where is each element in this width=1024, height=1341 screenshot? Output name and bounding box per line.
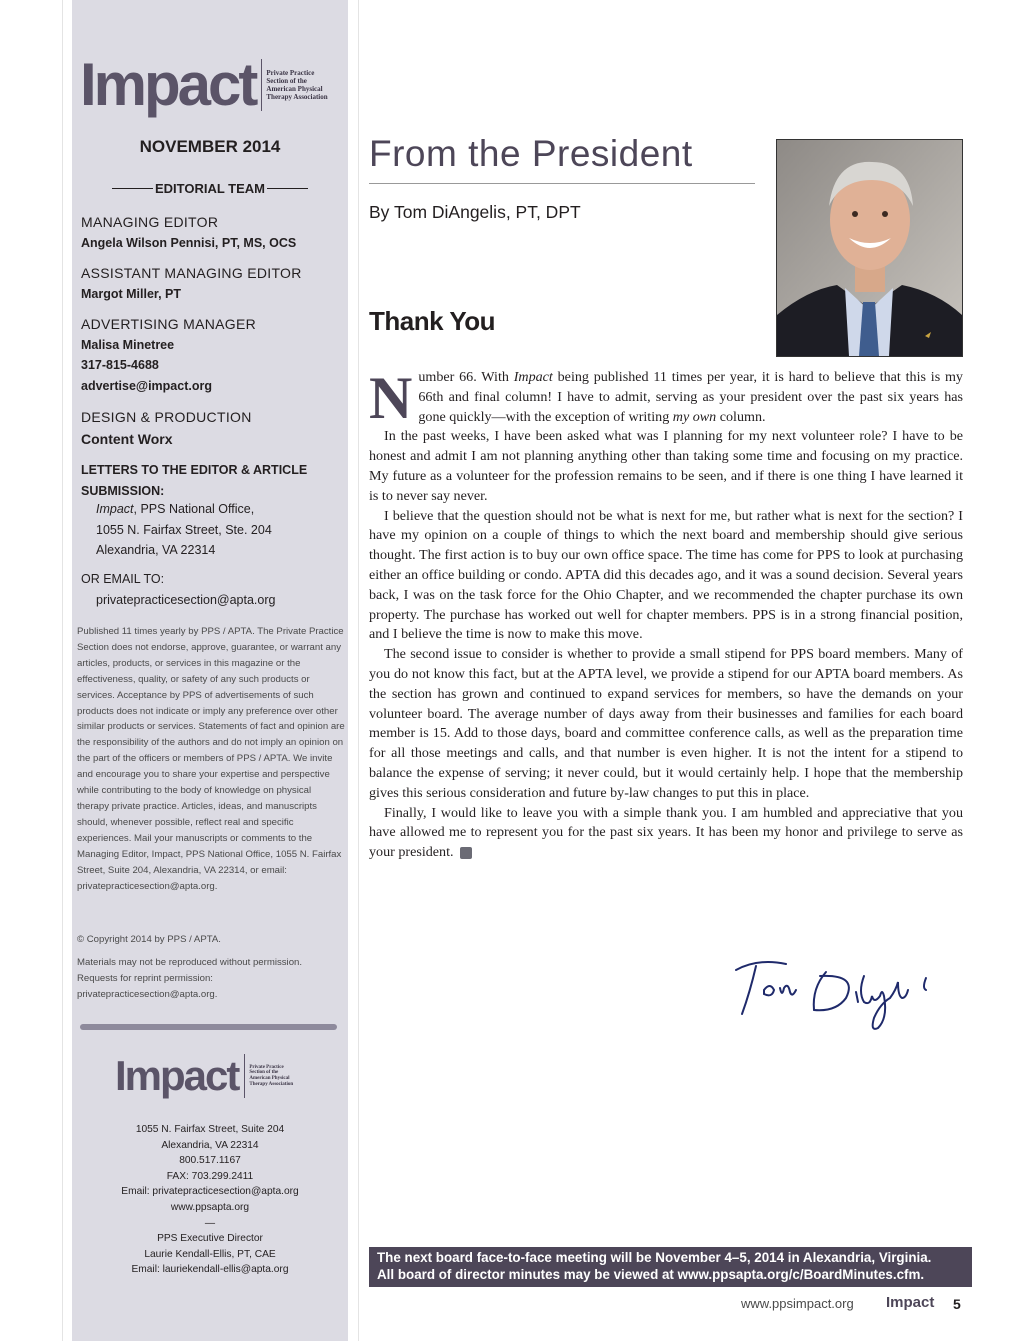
- advertising-manager-name: Malisa Minetree: [81, 338, 175, 352]
- impact-logo: [80, 52, 332, 118]
- footer-website[interactable]: www.ppsimpact.org: [741, 1296, 854, 1311]
- letters-submission-label: LETTERS TO THE EDITOR & ARTICLE SUBMISSION:: [81, 463, 308, 498]
- author-signature: [728, 952, 948, 1032]
- issue-date: NOVEMBER 2014: [139, 137, 281, 156]
- copyright-notice: © Copyright 2014 by PPS / APTA.: [77, 934, 221, 945]
- advertising-manager-label: ADVERTISING MANAGER: [81, 316, 257, 332]
- paragraph-1: Number 66. With Impact being published 11 times per year, it is hard to believe that this is my 66th and final column! I have to admit, serving as your president over the past six years has gone quickly—with the exception of writing my own column.: [369, 365, 963, 431]
- director-email[interactable]: Email: lauriekendall-ellis@apta.org: [131, 1264, 289, 1276]
- end-mark-icon: [460, 847, 472, 859]
- section-title: From the President: [369, 133, 693, 174]
- banner-line-1: The next board face-to-face meeting will be November 4–5, 2014 in Alexandria, Virginia.: [377, 1250, 932, 1265]
- submission-address-line1: Impact, PPS National Office,: [96, 502, 255, 516]
- paragraph-3: I believe that the question should not be what is next for me, but rather what is next for the section? I have my opinion on a couple of things to which the next board and membership should give serious thought. The first action is to buy our own office space. The time has come for PPS to look at purchasing either an office building or condo. APTA did this decades ago, and it was a sound decision. Several years back, I was on the task force for the Ohio Chapter, and we recommended the chapter purchase its own property. The purchase has worked out well for chapter members. PPS is in a strong financial position, and I believe the time is now to make this move.: [369, 507, 963, 643]
- footer-magazine-name: Impact: [886, 1294, 935, 1311]
- contact-email[interactable]: Email: privatepracticesection@apta.org: [121, 1186, 299, 1198]
- title-rule: [369, 183, 755, 184]
- or-email-label: OR EMAIL TO:: [81, 572, 165, 586]
- impact-logo-small: [115, 1052, 297, 1100]
- left-margin-rule: [62, 0, 63, 1341]
- design-production-label: DESIGN & PRODUCTION: [81, 409, 252, 425]
- editorial-team-heading: EDITORIAL TEAM: [112, 181, 308, 196]
- paragraph-4: The second issue to consider is whether to provide a small stipend for PPS board members. Many of you do not know this fact, but at the APTA level, we provide a stipend for our APTA board members. As the section has grown and continued to expand services for members, so have the demands on your volunteer board. The average number of days away from their businesses and families for each board member is 15. Add to those days, board and committee conference calls, as well as the preparation time for all those meetings and calls, and that number is even higher. It is not the intent for a stipend to balance the expense of serving; it never could, but it would certainly help. I hope that the membership gives this serious consideration and future by-law changes to put this in place.: [369, 646, 963, 801]
- managing-editor-label: MANAGING EDITOR: [81, 214, 219, 230]
- submission-address-line3: Alexandria, VA 22314: [96, 543, 216, 557]
- logo-wordmark: Impact: [80, 51, 256, 118]
- assistant-managing-editor-name: Margot Miller, PT: [81, 287, 182, 301]
- article-body: [369, 365, 963, 863]
- drop-cap: N: [369, 365, 413, 431]
- advertising-email[interactable]: advertise@impact.org: [81, 379, 212, 393]
- sidebar-divider-bar: [80, 1024, 337, 1030]
- design-production-name: Content Worx: [81, 431, 173, 447]
- article-headline: Thank You: [369, 306, 495, 336]
- submission-address-line2: 1055 N. Fairfax Street, Ste. 204: [96, 523, 272, 537]
- contact-website[interactable]: www.ppsapta.org: [170, 1201, 250, 1213]
- publication-disclaimer: Published 11 times yearly by PPS / APTA. The Private Practice Section does not endorse, approve, guarantee, or warrant any articles, products, or services in this magazine or the effectiveness, quality, or safety of any such products or services. Acceptance by PPS of advertisements of such products does not indicate or imply any preference over other similar products or services. Statements of fact and opinion are the responsibility of the authors and do not imply an opinion on the part of the officers or members of PPS / APTA. We invite and encourage you to share your expertise and perspective while contributing to the body of knowledge on physical therapy private practice. Articles, ideas, and manuscripts should, whenever possible, reflect real and specific experiences. Mail your manuscripts or comments to the Managing Editor, Impact, PPS National Office, 1055 N. Fairfax Street, Suite 204, Alexandria, VA 22314, or email: privatepracticesection@apta.org.: [77, 626, 345, 892]
- page-number: 5: [953, 1296, 961, 1312]
- submission-email[interactable]: privatepracticesection@apta.org: [96, 593, 276, 607]
- banner-line-2[interactable]: All board of director minutes may be viewed at www.ppsapta.org/c/BoardMinutes.cfm.: [377, 1266, 925, 1282]
- author-photo: [776, 139, 963, 357]
- author-portrait-image: [777, 140, 962, 356]
- logo-tagline: Private Practice Section of the American Physical Therapy Association: [266, 68, 328, 102]
- byline: By Tom DiAngelis, PT, DPT: [369, 202, 581, 222]
- assistant-managing-editor-label: ASSISTANT MANAGING EDITOR: [81, 265, 302, 281]
- managing-editor-name: Angela Wilson Pennisi, PT, MS, OCS: [81, 236, 297, 250]
- advertising-phone: 317-815-4688: [81, 358, 159, 372]
- reprint-notice: Materials may not be reproduced without permission. Requests for reprint permission: privatepracticesection@apta.org.: [77, 957, 303, 1000]
- board-meeting-banner: [369, 1247, 972, 1287]
- logo-wordmark: Impact: [115, 1052, 239, 1099]
- contact-block: 1055 N. Fairfax Street, Suite 204 Alexandria, VA 22314 800.517.1167 FAX: 703.299.2411 Email: privatepracticesection@apta.org www.ppsapta.org — PPS Executive Director Laurie Kendall-Ellis, PT, CAE Email: lauriekendall-ellis@apta.org: [72, 1122, 348, 1278]
- paragraph-2: In the past weeks, I have been asked what was I planning for my next volunteer role? I have to be honest and admit I am not planning anything other than taking some time and focusing on my practice. My future as a volunteer for the profession remains to be seen, and if there is one thing I have learned it is to never say never.: [369, 428, 963, 504]
- logo-tagline: Private Practice Section of the American Physical Therapy Association: [249, 1064, 294, 1087]
- paragraph-5: Finally, I would like to leave you with a simple thank you. I am humbled and appreciative that you have allowed me to represent you for the past six years. It has been my honor and privilege to serve as your president.: [369, 804, 963, 861]
- sidebar-divider-rule: [358, 0, 359, 1341]
